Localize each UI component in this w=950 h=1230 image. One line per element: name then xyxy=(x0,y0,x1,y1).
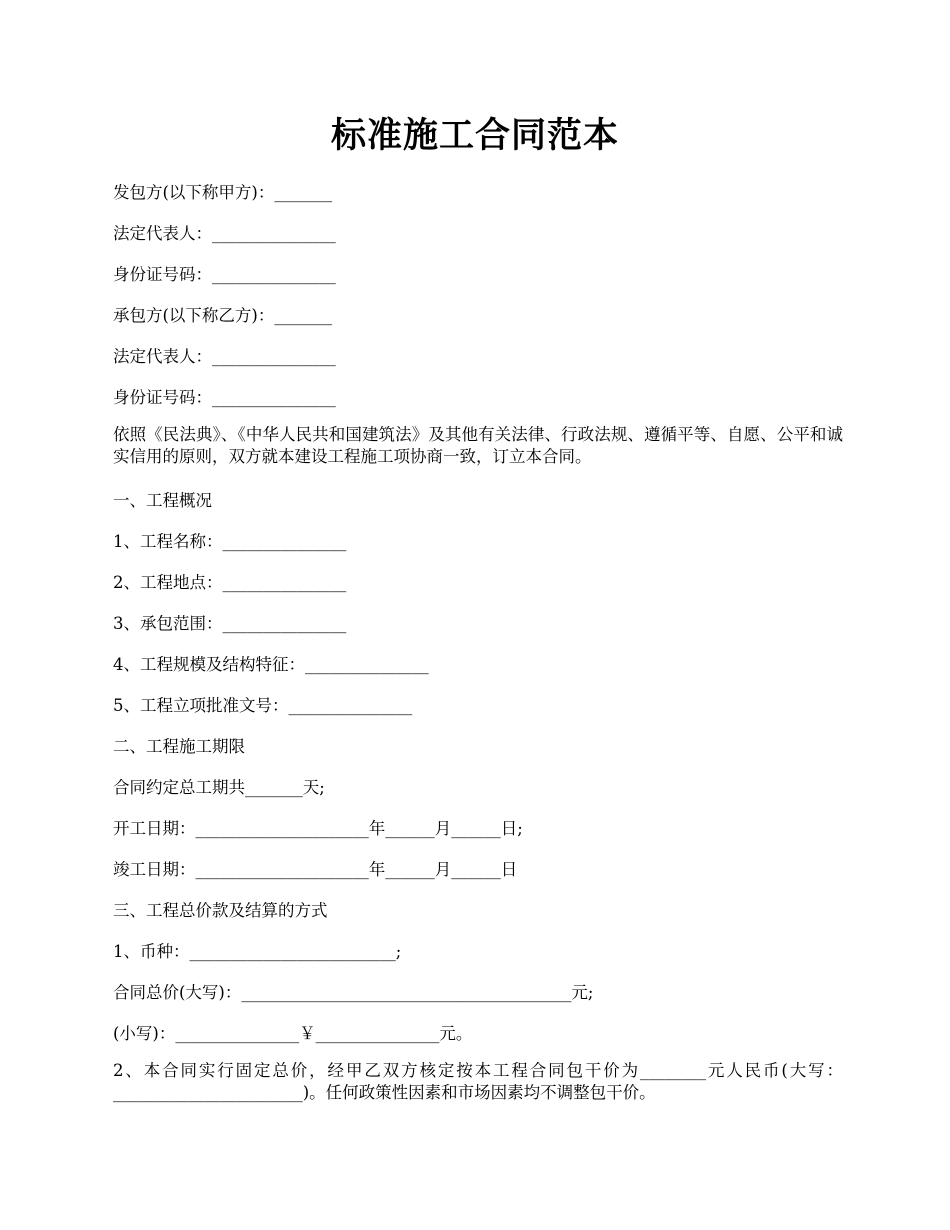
project-location-line: 2、工程地点：_______________ xyxy=(113,573,347,592)
party-a-line: 发包方(以下称甲方)：_______ xyxy=(113,183,333,202)
party-b-line: 承包方(以下称乙方)：_______ xyxy=(113,306,333,325)
section-heading-construction-period: 二、工程施工期限 xyxy=(113,737,245,756)
document-title: 标准施工合同范本 xyxy=(330,115,619,156)
completion-date-line: 竣工日期：_____________________年______月______日 xyxy=(113,860,518,879)
project-name-line: 1、工程名称：_______________ xyxy=(113,532,347,551)
project-scale-line: 4、工程规模及结构特征：_______________ xyxy=(113,655,429,674)
party-b-id-line: 身份证号码：_______________ xyxy=(113,388,336,407)
party-a-representative-line: 法定代表人：_______________ xyxy=(113,224,336,243)
section-heading-price-settlement: 三、工程总价款及结算的方式 xyxy=(113,901,328,920)
total-price-figures-line: (小写)：_______________￥_______________元。 xyxy=(113,1024,473,1043)
approval-number-line: 5、工程立项批准文号：_______________ xyxy=(113,696,413,715)
party-b-representative-line: 法定代表人：_______________ xyxy=(113,347,336,366)
fixed-price-clause: 2、本合同实行固定总价，经甲乙双方核定按本工程合同包干价为________元人民币(大写：_______________________)。任何政策性因素和市场因素均不调整包干价。 xyxy=(113,1061,843,1102)
contract-scope-line: 3、承包范围：_______________ xyxy=(113,614,347,633)
start-date-line: 开工日期：_____________________年______月______日; xyxy=(113,819,523,838)
total-duration-line: 合同约定总工期共_______天; xyxy=(113,778,325,797)
section-heading-project-overview: 一、工程概况 xyxy=(113,491,212,510)
total-price-words-line: 合同总价(大写)：________________________________________元; xyxy=(113,983,594,1002)
party-a-id-line: 身份证号码：_______________ xyxy=(113,265,336,284)
currency-line: 1、币种：_________________________; xyxy=(113,942,402,961)
document-body xyxy=(113,178,843,1122)
intro-paragraph: 依照《民法典》、《中华人民共和国建筑法》及其他有关法律、行政法规、遵循平等、自愿、公平和诚实信用的原则，双方就本建设工程施工项协商一致，订立本合同。 xyxy=(113,425,843,466)
